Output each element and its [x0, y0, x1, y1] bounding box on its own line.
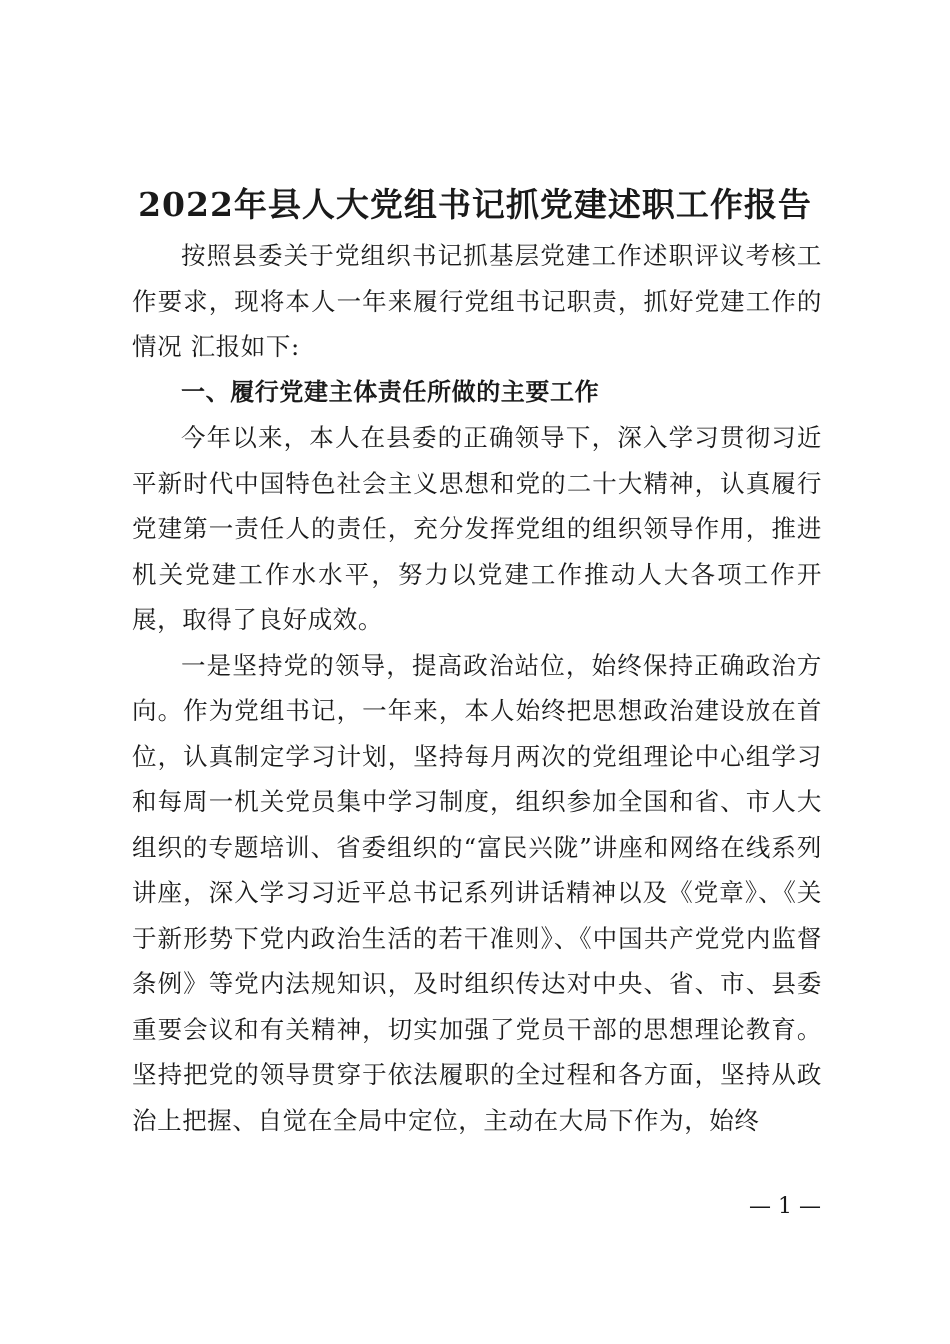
body-paragraph-1: 今年以来，本人在县委的正确领导下，深入学习贯彻习近平新时代中国特色社会主义思想和党的二十大精神，认真履行党建第一责任人的责任，充分发挥党组的组织领导作用，推进机关党建工作水水平，努力以党建工作推动人大各项工作开展，取得了良好成效。 [132, 423, 822, 634]
body-paragraph-2: 一是坚持党的领导，提高政治站位，始终保持正确政治方向。作为党组书记，一年来，本人始终把思想政治建设放在首位，认真制定学习计划，坚持每月两次的党组理论中心组学习和每周一机关党员集中学习制度，组织参加全国和省、市人大组织的专题培训、省委组织的“富民兴陇”讲座和网络在线系列讲座，深入学习习近平总书记系列讲话精神以及《党章》、《关于新形势下党内政治生活的若干准则》、《中国共产党党内监督条例》等党内法规知识，及时组织传达对中央、省、市、县委重要会议和有关精神，切实加强了党员干部的思想理论教育。坚持把党的领导贯穿于依法履职的全过程和各方面，坚持从政治上把握、自觉在全局中定位，主动在大局下作为，始终 [132, 650, 822, 1135]
document-body [132, 233, 822, 1143]
intro-paragraph: 按照县委关于党组织书记抓基层党建工作述职评议考核工作要求，现将本人一年来履行党组书记职责，抓好党建工作的情况 汇报如下: [132, 241, 822, 361]
section-heading-1: 一、履行党建主体责任所做的主要工作 [181, 377, 600, 406]
document-title: 2022年县人大党组书记抓党建述职工作报告 [138, 185, 812, 224]
page-number: — 1 — [749, 1194, 821, 1219]
